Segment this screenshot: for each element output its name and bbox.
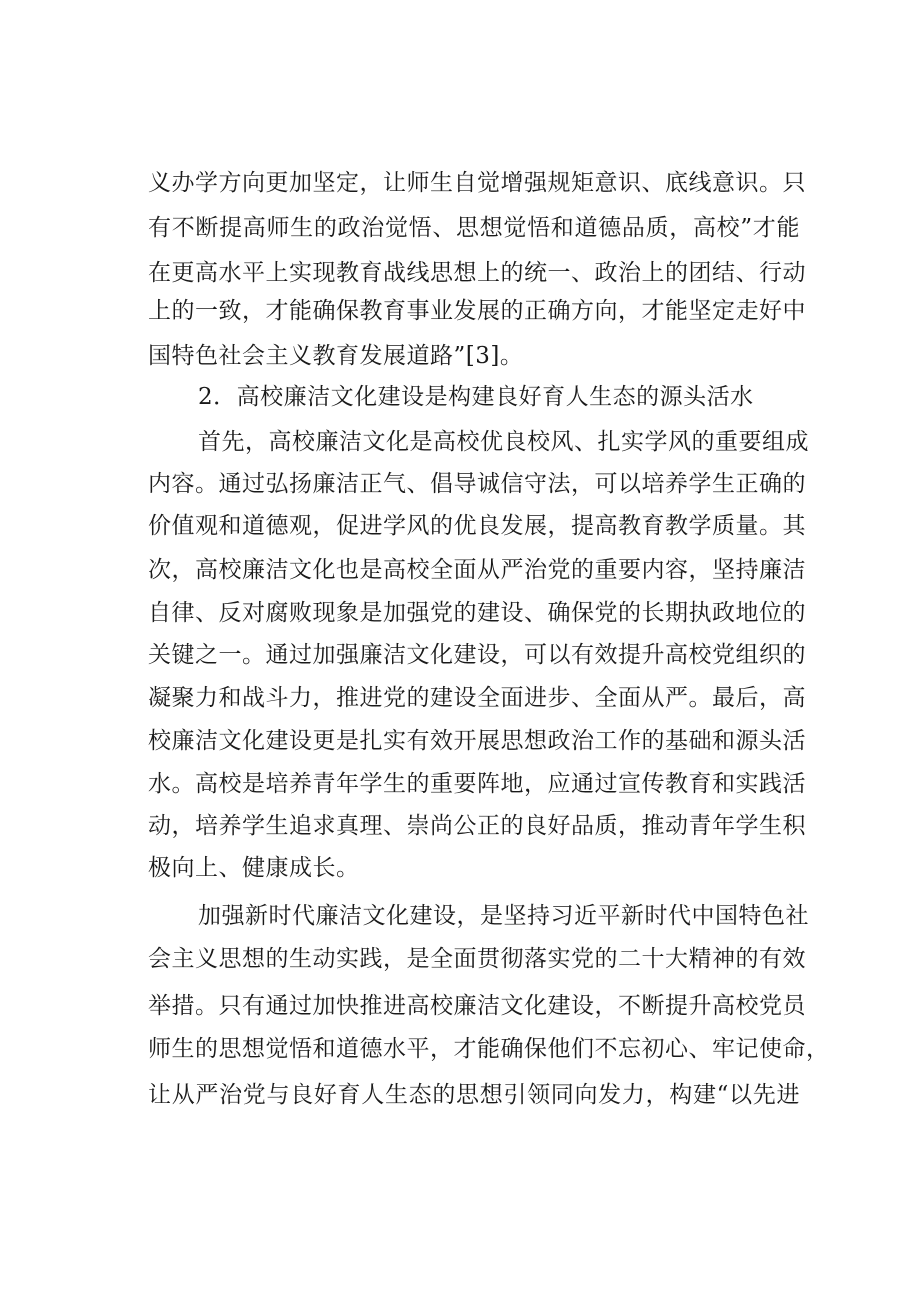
paragraph-1-line-3: 在更高水平上实现教育战线思想上的统一、政治上的团结、行动 <box>148 260 806 286</box>
paragraph-2-line-1: 首先，高校廉洁文化是高校优良校风、扎实学风的重要组成 <box>198 429 809 455</box>
paragraph-2-line-4: 次，高校廉洁文化也是高校全面从严治党的重要内容，坚持廉洁 <box>148 557 806 583</box>
paragraph-2-line-2: 内容。通过弘扬廉洁正气、倡导诚信守法，可以培养学生正确的 <box>148 471 806 497</box>
paragraph-1-line-2: 有不断提高师生的政治觉悟、思想觉悟和道德品质，高校”才能 <box>148 215 800 241</box>
paragraph-2-line-11: 极向上、健康成长。 <box>148 855 360 881</box>
paragraph-3-line-1: 加强新时代廉洁文化建设，是坚持习近平新时代中国特色社 <box>198 903 809 929</box>
paragraph-2-line-5: 自律、反对腐败现象是加强党的建设、确保党的长期执政地位的 <box>148 600 806 626</box>
paragraph-2-line-3: 价值观和道德观，促进学风的优良发展，提高教育教学质量。其 <box>148 513 806 539</box>
paragraph-3-line-5: 让从严治党与良好育人生态的思想引领同向发力，构建“以先进 <box>148 1082 800 1108</box>
paragraph-2-line-10: 动，培养学生追求真理、崇尚公正的良好品质，推动青年学生积 <box>148 813 806 839</box>
paragraph-2-line-7: 凝聚力和战斗力，推进党的建设全面进步、全面从严。最后，高 <box>148 685 806 711</box>
paragraph-1-line-4: 上的一致，才能确保教育事业发展的正确方向，才能坚定走好中 <box>148 298 806 324</box>
paragraph-2-line-8: 校廉洁文化建设更是扎实有效开展思想政治工作的基础和源头活 <box>148 728 806 754</box>
paragraph-1-line-5: 国特色社会主义教育发展道路”[3]。 <box>148 343 524 369</box>
paragraph-2-line-9: 水。高校是培养青年学生的重要阵地，应通过宣传教育和实践活 <box>148 771 806 797</box>
paragraph-3-line-4: 师生的思想觉悟和道德水平，才能确保他们不忘初心、牢记使命， <box>148 1036 830 1062</box>
paragraph-1-line-1: 义办学方向更加坚定，让师生自觉增强规矩意识、底线意识。只 <box>148 170 806 196</box>
paragraph-3-line-2: 会主义思想的生动实践，是全面贯彻落实党的二十大精神的有效 <box>148 946 806 972</box>
paragraph-3-line-3: 举措。只有通过加快推进高校廉洁文化建设，不断提升高校党员 <box>148 993 806 1019</box>
section-heading: 2．高校廉洁文化建设是构建良好育人生态的源头活水 <box>198 384 754 410</box>
paragraph-2-line-6: 关键之一。通过加强廉洁文化建设，可以有效提升高校党组织的 <box>148 642 806 668</box>
